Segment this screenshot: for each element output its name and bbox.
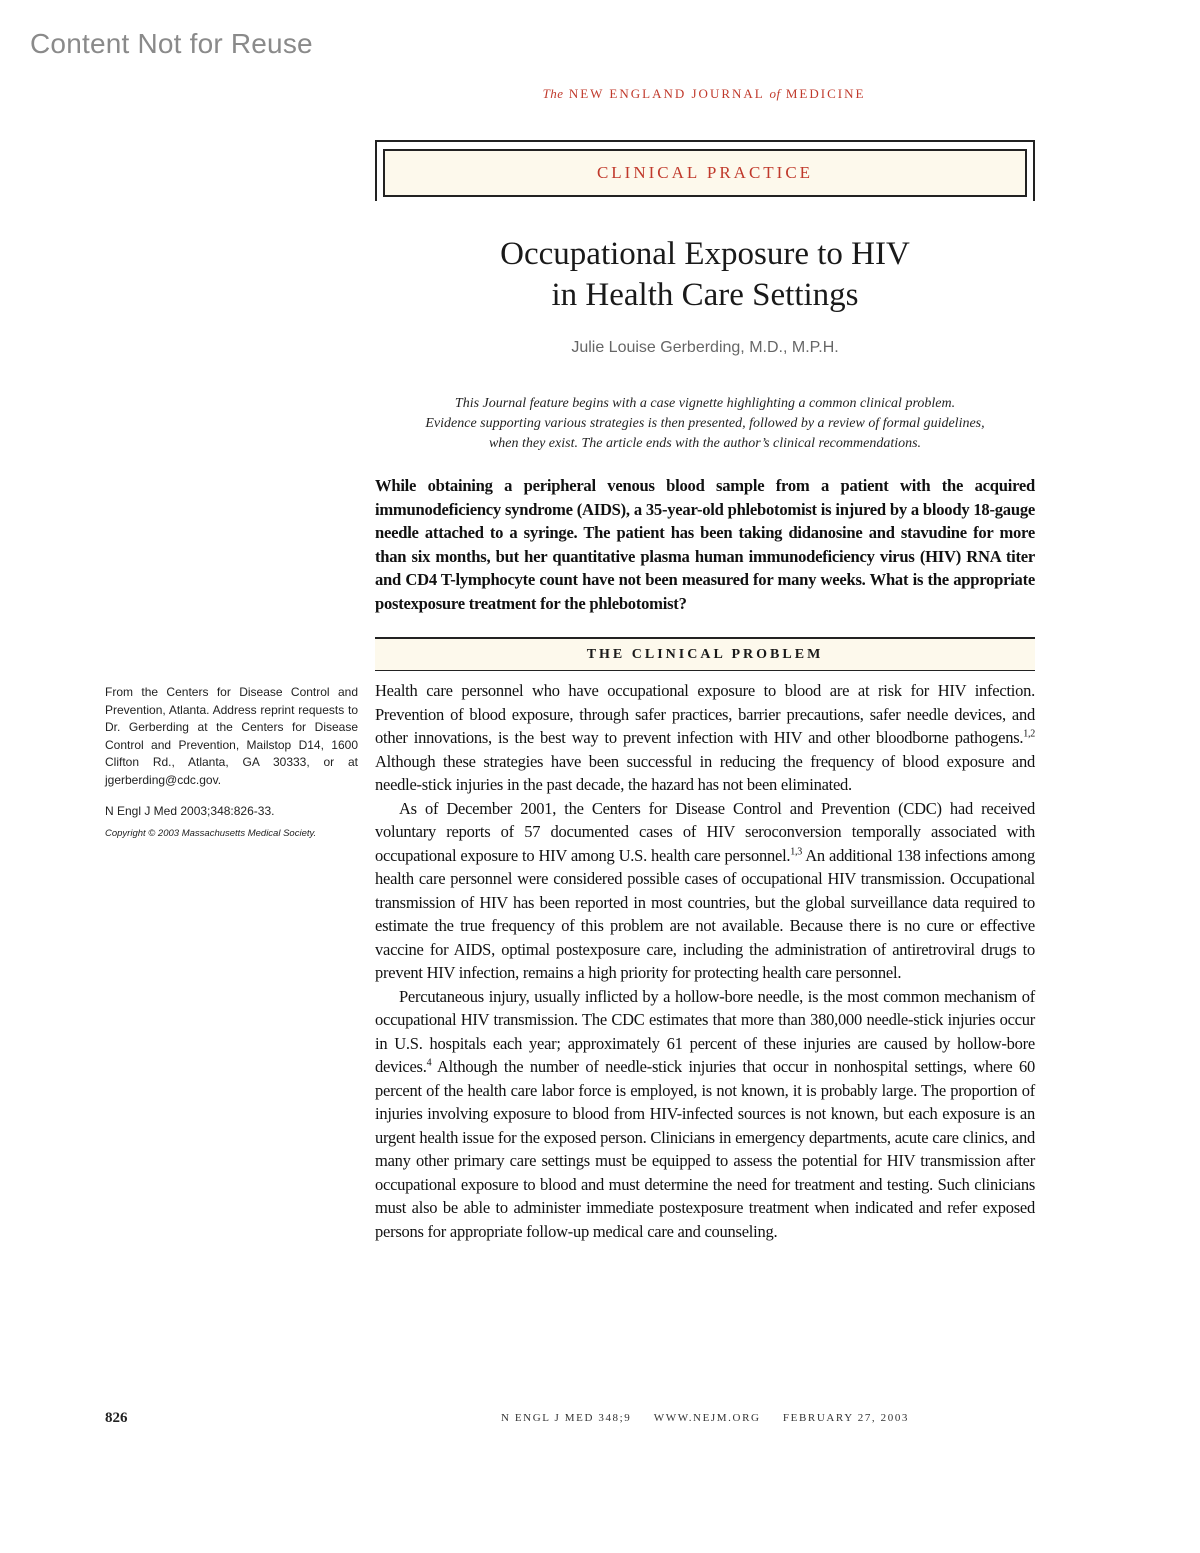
footer-date: FEBRUARY 27, 2003 [782,1412,910,1424]
journal-masthead [0,86,1200,102]
journal-name-part1: NEW ENGLAND JOURNAL [568,86,765,101]
feature-intro [395,394,1015,454]
title-line-1: Occupational Exposure to HIV [500,236,910,272]
footer-url: WWW.NEJM.ORG [653,1412,761,1424]
reference-marker: 1,3 [790,846,803,857]
body-paragraph-1: Health care personnel who have occupational exposure to blood are at risk for HIV infection. Prevention of blood exposure, through safer practices, barrier precautions, safer needle devices, and other innovations, is the best way to prevent infection with HIV and other bloodborne pathogens.$^{1,2}$ Although these strategies have been successful in reducing the frequency of blood exposure and needle-stick injuries in the past decade, the hazard has not been eliminated. [375,681,1035,794]
article-title [375,234,1035,316]
section-label: CLINICAL PRACTICE [383,149,1027,197]
body-paragraph-3: Percutaneous injury, usually inflicted by a hollow-bore needle, is the most common mechanism of occupational HIV transmission. The CDC estimates that more than 380,000 needle-stick injuries occur in U.S. hospitals each year; approximately 61 percent of these injuries are caused by hollow-bore devices.$^4$ Although the number of needle-stick injuries that occur in nonhospital settings, where 60 percent of the health care labor force is employed, is not known, it is probably large. The proportion of injuries involving exposure to blood from HIV-infected sources is not known, but each exposure is an urgent health issue for the exposed person. Clinicians in emergency departments, acute care clinics, and many other primary care settings must be equipped to assess the potential for HIV transmission after occupational exposure to blood and must determine the need for treatment and testing. Such clinicians must also be able to administer immediate postexposure treatment when indicated and refer exposed persons for appropriate follow-up medical care and counseling. [375,986,1035,1241]
page-footer [375,1412,1035,1424]
journal-of: of [769,86,781,101]
page-number: 826 [105,1410,128,1426]
section-banner [375,140,1035,201]
case-vignette: While obtaining a peripheral venous blood sample from a patient with the acquired immunodeficiency syndrome (AIDS), a 35-year-old phlebotomist is injured by a bloody 18-gauge needle attached to a syringe. The patient has been taking didanosine and stavudine for more than six months, but her quantitative plasma human immunodeficiency virus (HIV) RNA titer and CD4 T-lymphocyte count have not been measured for many weeks. What is the appropriate postexposure treatment for the phlebotomist? [375,476,1035,613]
reference-marker: 1,2 [1023,728,1035,740]
title-line-2: in Health Care Settings [551,277,859,313]
article-body [375,679,1035,1243]
author-sidebar [105,684,358,842]
intro-line-1: This Journal feature begins with a case vignette highlighting a common clinical problem. [454,396,956,411]
journal-name-part2: MEDICINE [785,86,866,101]
footer-journal: N ENGL J MED 348;9 [500,1412,632,1424]
reference-marker: 4 [426,1057,432,1069]
intro-line-2: Evidence supporting various strategies is then presented, followed by a review of formal guidelines, [425,416,985,431]
intro-line-3: when they exist. The article ends with the author’s clinical recommendations. [488,436,922,451]
author-affiliation: From the Centers for Disease Control and Prevention, Atlanta. Address reprint requests to Dr. Gerberding at the Centers for Disease Control and Prevention, Mailstop D14, 1600 Clifton Rd., Atlanta, GA 30333, or at jgerberding@cdc.gov. [105,685,358,787]
copyright: Copyright © 2003 Massachusetts Medical Society. [105,827,317,839]
section-heading-clinical-problem: THE CLINICAL PROBLEM [375,637,1035,671]
journal-the: The [542,86,564,101]
body-paragraph-2: As of December 2001, the Centers for Disease Control and Prevention (CDC) had received voluntary reports of 57 documented cases of HIV seroconversion temporally associated with occupational exposure to HIV among U.S. health care personnel.$^{1,3}$ An additional 138 infections among health care personnel were considered possible cases of occupational HIV transmission. Occupational transmission of HIV has been reported in most countries, but the global surveillance data required to estimate the true frequency of this problem are not available. Because there is no cure or effective vaccine for AIDS, optimal postexposure care, including the administration of antiretroviral drugs to prevent HIV infection, remains a high priority for protecting health care personnel. [375,798,1035,982]
author-byline: Julie Louise Gerberding, M.D., M.P.H. [571,339,839,356]
citation: N Engl J Med 2003;348:826-33. [105,804,275,818]
watermark: Content Not for Reuse [30,28,313,59]
